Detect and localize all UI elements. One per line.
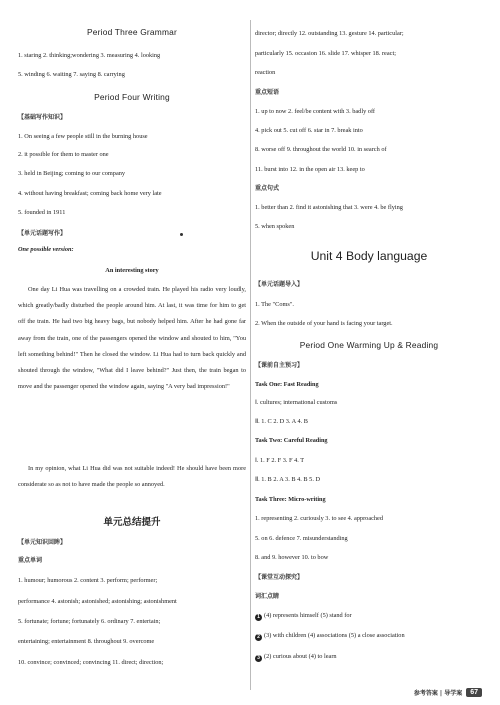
unit-title: Unit 4 Body language	[310, 249, 428, 263]
list-item: 5. when spoken	[255, 223, 295, 230]
list-item: performance 4. astonish; astonished; astonishing; astonishment	[18, 598, 177, 605]
column-divider	[250, 20, 251, 690]
list-item: 4. pick out 5. cut off 6. star in 7. break into	[255, 127, 363, 134]
section-header: 【单元话题导入】	[255, 281, 304, 288]
period-three-title: Period Three Grammar	[87, 27, 177, 37]
section-header: 【单元话题写作】	[18, 230, 67, 237]
number-badge: 3	[255, 655, 262, 662]
list-item: 1. better than 2. find it astonishing that 3. were 4. be flying	[255, 204, 403, 211]
list-item: reaction	[255, 69, 276, 76]
list-item: 1. up to now 2. feel/be content with 3. badly off	[255, 108, 376, 115]
summary-title: 单元总结提升	[103, 517, 161, 528]
task-title: Task One: Fast Reading	[255, 381, 319, 388]
page-footer	[414, 688, 482, 697]
list-item: Ⅱ. 1. B 2. A 3. B 4. B 5. D	[255, 476, 321, 483]
list-item: 5. fortunate; fortune; fortunately 6. ordinary 7. entertain;	[18, 618, 161, 625]
number-badge: 1	[255, 614, 262, 621]
list-item	[255, 632, 483, 641]
vocab-text: (3) with children (4) associations (5) a close association	[264, 632, 405, 639]
list-item: Ⅰ. cultures; international customs	[255, 399, 338, 406]
list-item: 1. The "Coms".	[255, 301, 294, 308]
sub-header: 词汇点睛	[255, 593, 280, 600]
list-item: 8. worse off 9. throughout the world 10. in search of	[255, 146, 387, 153]
list-item: 3. held in Beijing; coming to our company	[18, 170, 126, 177]
sub-header: 重点短语	[255, 89, 280, 96]
version-label: One possible version:	[18, 246, 74, 253]
list-item: Ⅰ. 1. F 2. F 3. F 4. T	[255, 457, 305, 464]
list-item: 8. and 9. however 10. to bow	[255, 554, 329, 561]
task-title: Task Two: Careful Reading	[255, 437, 328, 444]
number-badge: 2	[255, 634, 262, 641]
section-header: 【单元知识回眸】	[18, 539, 67, 546]
list-item: 1. On seeing a few people still in the burning house	[18, 133, 148, 140]
list-item: 2. When the outside of your hand is facing your target.	[255, 320, 393, 327]
list-item	[255, 612, 483, 621]
vocab-text: (4) represents himself (5) stand for	[264, 612, 352, 619]
task-title: Task Three: Micro-writing	[255, 496, 326, 503]
list-item: 2. it possible for them to master one	[18, 151, 109, 158]
list-item: 11. burst into 12. in the open air 13. keep to	[255, 166, 365, 173]
sub-header: 重点单词	[18, 557, 43, 564]
section-header: 【课堂互动探究】	[255, 574, 304, 581]
list-item	[255, 653, 483, 662]
list-item: 5. on 6. defence 7. misunderstanding	[255, 535, 348, 542]
list-item: particularly 15. occasion 16. slide 17. whisper 18. react;	[255, 50, 396, 57]
vocab-text: (2) curious about (4) to learn	[264, 653, 337, 660]
list-item: 5. winding 6. waiting 7. saying 8. carrying	[18, 71, 125, 78]
section-header: 【课前自主预习】	[255, 362, 304, 369]
footer-label: 参考答案 | 导学案	[413, 690, 463, 697]
list-item: 1. staring 2. thinking;wondering 3. measuring 4. looking	[18, 52, 161, 59]
story-paragraph: One day Li Hua was travelling on a crowded train. He played his radio very loudly, which greatly/badly disturbed the people around him. At last, it was time for him to get off the train. He had two big heavy bags, but nobody helped him. After he had gone far away from the train, one of the passengers opened the window and shouted to him, "You left something behind!" Then he closed the window. Li Hua had to turn back quickly and shouted through the window, "What did I leave behind?" Just then, the train began to move and the passenger opened the window again, saying "A very bad impression!"	[18, 286, 246, 391]
page-number: 67	[466, 688, 482, 697]
list-item: 10. convince; convinced; convincing 11. direct; direction;	[18, 659, 164, 666]
list-item: director; directly 12. outstanding 13. gesture 14. particular;	[255, 30, 404, 37]
list-item: 1. representing 2. curiously 3. to see 4. approached	[255, 515, 383, 522]
period-four-title: Period Four Writing	[94, 92, 170, 102]
story-title: An interesting story	[105, 267, 159, 274]
story-paragraph: In my opinion, what Li Hua did was not suitable indeed! He should have been more considerate so as not to have made the people so annoyed.	[18, 465, 246, 489]
stray-dot	[180, 233, 183, 236]
list-item: 5. founded in 1911	[18, 209, 66, 216]
list-item: Ⅱ. 1. C 2. D 3. A 4. B	[255, 418, 308, 425]
section-header: 【基础写作知识】	[18, 114, 67, 121]
list-item: entertaining; entertainment 8. throughout 9. overcome	[18, 638, 155, 645]
sub-header: 重点句式	[255, 185, 280, 192]
period-one-title: Period One Warming Up & Reading	[299, 340, 439, 350]
list-item: 4. without having breakfast; coming back home very late	[18, 190, 162, 197]
list-item: 1. humour; humorous 2. content 3. perform; performer;	[18, 577, 158, 584]
